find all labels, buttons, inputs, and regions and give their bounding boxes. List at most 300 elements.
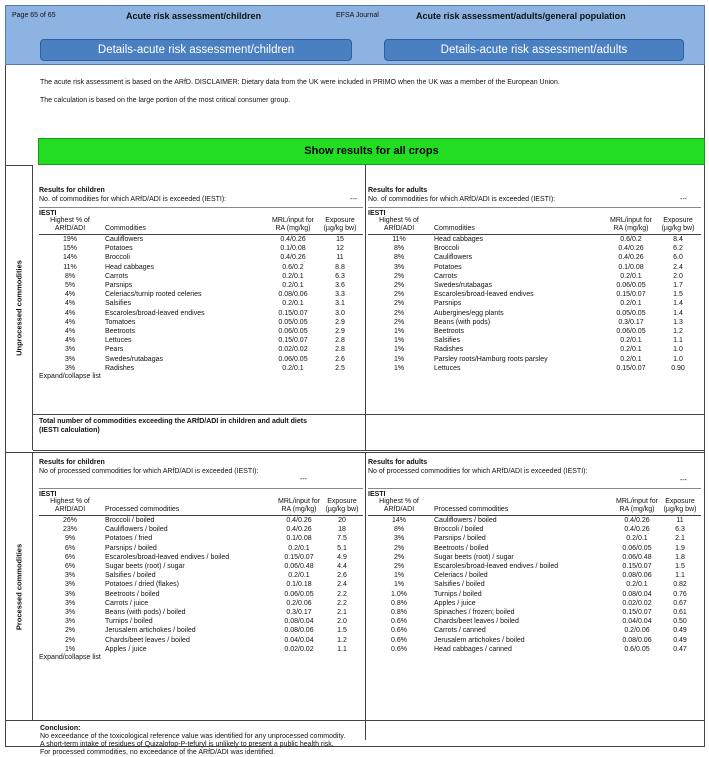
commodity-cell: Cauliflowers xyxy=(434,254,473,262)
mrl-cell: 0.6/0.2 xyxy=(282,263,304,271)
commodity-cell: Beans (with pods) / boiled xyxy=(105,609,186,617)
exposure-cell: 2.1 xyxy=(337,609,347,617)
exceed-count: --- xyxy=(350,196,357,203)
mrl-cell: 0.2/0.1 xyxy=(620,346,642,354)
mrl-cell: 0.15/0.07 xyxy=(278,337,308,345)
pct-cell: 4% xyxy=(64,318,76,326)
table-row xyxy=(39,299,363,308)
exposure-cell: 11 xyxy=(336,254,344,262)
exceed-label: No. of commodities for which ARfD/ADI is exceeded (IESTI): xyxy=(39,196,227,203)
table-row xyxy=(368,263,701,272)
unprocessed-adults-panel xyxy=(368,186,701,373)
table-row xyxy=(39,645,363,654)
pct-cell: 4% xyxy=(64,337,76,345)
mrl-cell: 0.4/0.26 xyxy=(624,526,650,534)
method-label: IESTI xyxy=(368,488,701,498)
pct-cell: 3% xyxy=(393,535,405,543)
exposure-cell: 0.50 xyxy=(673,618,687,626)
pct-cell: 1% xyxy=(393,337,405,345)
mrl-cell: 0.04/0.04 xyxy=(622,618,652,626)
col-exposure: Exposure (µg/kg bw) xyxy=(655,217,701,235)
pct-cell: 2% xyxy=(393,291,405,299)
exposure-cell: 18 xyxy=(338,526,346,534)
table-row xyxy=(368,525,701,534)
exposure-cell: 6.2 xyxy=(673,245,683,253)
commodity-cell: Pears xyxy=(105,346,124,354)
exposure-cell: 3.0 xyxy=(335,309,345,317)
exposure-cell: 2.0 xyxy=(337,618,347,626)
exposure-cell: 2.9 xyxy=(335,328,345,336)
commodity-cell: Potatoes xyxy=(105,245,133,253)
exposure-cell: 1.5 xyxy=(673,291,683,299)
exposure-cell: 2.5 xyxy=(335,364,345,372)
exposure-cell: 0.90 xyxy=(671,364,685,372)
table-row xyxy=(39,364,363,373)
col-mrl: MRL/input for RA (mg/kg) xyxy=(607,217,655,235)
mrl-cell: 0.2/0.1 xyxy=(282,364,304,372)
commodity-cell: Cauliflowers / boiled xyxy=(105,526,168,534)
table-row xyxy=(39,617,363,626)
exposure-cell: 3.6 xyxy=(335,282,345,290)
mrl-cell: 0.6/0.2 xyxy=(620,236,642,243)
exposure-cell: 5.1 xyxy=(337,544,347,552)
commodity-cell: Broccoli xyxy=(434,245,459,253)
commodity-cell: Tomatoes xyxy=(105,318,136,326)
exposure-cell: 2.8 xyxy=(335,337,345,345)
commodity-cell: Salsifies xyxy=(434,337,461,345)
table-row xyxy=(368,244,701,253)
table-row xyxy=(39,345,363,354)
conclusion xyxy=(40,725,345,757)
commodity-cell: Lettuces xyxy=(105,337,132,345)
commodity-cell: Apples / juice xyxy=(434,599,476,607)
pct-cell: 3% xyxy=(64,572,76,580)
pct-cell: 2% xyxy=(393,563,405,571)
journal-name: EFSA Journal xyxy=(336,12,379,19)
exposure-cell: 2.2 xyxy=(337,590,347,598)
table-row xyxy=(368,534,701,543)
title-children: Acute risk assessment/children xyxy=(126,11,262,21)
commodity-cell: Escaroles/broad-leaved endives xyxy=(105,309,205,317)
commodity-cell: Beetroots / boiled xyxy=(434,544,489,552)
details-children-button[interactable]: Details-acute risk assessment/children xyxy=(40,39,352,61)
col-mrl: MRL/input for RA (mg/kg) xyxy=(269,217,317,235)
commodity-cell: Parsnips / boiled xyxy=(105,544,157,552)
exposure-cell: 1.8 xyxy=(675,553,685,561)
commodity-cell: Spinaches / frozen; boiled xyxy=(434,609,515,617)
commodity-cell: Potatoes / fried xyxy=(105,535,153,543)
method-label: IESTI xyxy=(368,207,701,217)
mrl-cell: 0.08/0.06 xyxy=(622,572,652,580)
exposure-cell: 0.49 xyxy=(673,627,687,635)
commodity-cell: Parsnips / boiled xyxy=(434,535,486,543)
exposure-cell: 2.4 xyxy=(337,581,347,589)
commodity-cell: Potatoes / dried (flakes) xyxy=(105,581,179,589)
pct-cell: 8% xyxy=(393,245,405,253)
table-row xyxy=(368,626,701,635)
table-row xyxy=(368,290,701,299)
table-row xyxy=(368,235,701,245)
commodity-cell: Carrots xyxy=(434,272,457,280)
pct-cell: 3% xyxy=(64,609,76,617)
total-exceeding-label: Total number of commodities exceeding the ARfD/ADI in children and adult diets (IESTI calculation) xyxy=(39,418,307,434)
table-row xyxy=(39,636,363,645)
pct-cell: 4% xyxy=(64,328,76,336)
table-row xyxy=(368,571,701,580)
col-commodity: Commodities xyxy=(101,217,269,235)
mrl-cell: 0.15/0.07 xyxy=(622,609,652,617)
mrl-cell: 0.15/0.07 xyxy=(622,563,652,571)
table-row xyxy=(39,516,363,526)
table-row xyxy=(39,580,363,589)
exposure-cell: 0.49 xyxy=(673,636,687,644)
mrl-cell: 0.4/0.26 xyxy=(280,236,306,243)
pct-cell: 0.8% xyxy=(391,599,407,607)
pct-cell: 3% xyxy=(64,346,76,354)
show-all-crops-button[interactable]: Show results for all crops xyxy=(38,138,705,165)
table-row xyxy=(39,244,363,253)
commodity-cell: Escaroles/broad-leaved endives / boiled xyxy=(105,553,230,561)
table-row xyxy=(368,617,701,626)
pct-cell: 1% xyxy=(393,364,405,372)
pct-cell: 2% xyxy=(64,636,76,644)
page-number: Page 65 of 65 xyxy=(12,12,56,19)
pct-cell: 1% xyxy=(393,328,405,336)
mrl-cell: 0.2/0.1 xyxy=(626,581,648,589)
mrl-cell: 0.08/0.06 xyxy=(278,291,308,299)
exceed-label: No of processed commodities for which ARfD/ADI is exceeded (IESTI): xyxy=(39,468,259,475)
exposure-cell: 8.4 xyxy=(673,236,683,243)
commodity-cell: Radishes xyxy=(434,346,464,354)
mrl-cell: 0.02/0.02 xyxy=(278,346,308,354)
mrl-cell: 0.1/0.18 xyxy=(286,581,312,589)
mrl-cell: 0.04/0.04 xyxy=(284,636,314,644)
mrl-cell: 0.2/0.06 xyxy=(624,627,650,635)
pct-cell: 3% xyxy=(64,618,76,626)
pct-cell: 6% xyxy=(64,553,76,561)
exposure-cell: 0.67 xyxy=(673,599,687,607)
exposure-cell: 15 xyxy=(336,236,344,243)
exposure-cell: 2.6 xyxy=(335,355,345,363)
commodity-cell: Jerusalem artichokes / boiled xyxy=(434,636,525,644)
processed-children-table xyxy=(39,498,363,654)
exposure-cell: 1.0 xyxy=(673,355,683,363)
column-divider-unprocessed xyxy=(365,165,366,450)
exposure-cell: 7.5 xyxy=(337,535,347,543)
exposure-cell: 2.8 xyxy=(335,346,345,354)
column-divider-processed xyxy=(365,453,366,740)
pct-cell: 3% xyxy=(64,364,76,372)
table-row xyxy=(368,318,701,327)
col-exposure: Exposure (µg/kg bw) xyxy=(321,498,363,516)
pct-cell: 4% xyxy=(64,309,76,317)
mrl-cell: 0.08/0.06 xyxy=(622,636,652,644)
title-adults: Acute risk assessment/adults/general population xyxy=(416,11,626,21)
commodity-cell: Chards/beet leaves / boiled xyxy=(434,618,519,626)
exceed-label: No of processed commodities for which ARfD/ADI is exceeded (IESTI): xyxy=(368,468,588,475)
pct-cell: 2% xyxy=(393,544,405,552)
details-adults-button[interactable]: Details-acute risk assessment/adults xyxy=(384,39,684,61)
exposure-cell: 0.76 xyxy=(673,590,687,598)
conclusion-divider xyxy=(5,720,705,721)
exposure-cell: 6.3 xyxy=(335,272,345,280)
commodity-cell: Head cabbages / canned xyxy=(434,645,512,653)
mrl-cell: 0.2/0.06 xyxy=(286,599,312,607)
pct-cell: 8% xyxy=(64,272,76,280)
pct-cell: 8% xyxy=(393,526,405,534)
table-row xyxy=(368,272,701,281)
pct-cell: 8% xyxy=(393,254,405,262)
pct-cell: 9% xyxy=(64,535,76,543)
commodity-cell: Salsifies xyxy=(105,300,132,308)
table-row xyxy=(39,553,363,562)
mrl-cell: 0.08/0.04 xyxy=(622,590,652,598)
unprocessed-children-table xyxy=(39,217,363,373)
pct-cell: 1% xyxy=(393,581,405,589)
commodity-cell: Sugar beets (root) / sugar xyxy=(434,553,514,561)
pct-cell: 2% xyxy=(393,318,405,326)
commodity-cell: Sugar beets (root) / sugar xyxy=(105,563,185,571)
mrl-cell: 0.1/0.08 xyxy=(618,263,644,271)
pct-cell: 2% xyxy=(393,272,405,280)
table-row xyxy=(368,327,701,336)
exposure-cell: 2.4 xyxy=(673,263,683,271)
col-pct: Highest % of ARfD/ADI xyxy=(368,498,430,516)
pct-cell: 1.0% xyxy=(391,590,407,598)
table-row xyxy=(368,355,701,364)
commodity-cell: Chards/beet leaves / boiled xyxy=(105,636,190,644)
commodity-cell: Celeriacs / boiled xyxy=(434,572,488,580)
col-exposure: Exposure (µg/kg bw) xyxy=(659,498,701,516)
table-row xyxy=(39,571,363,580)
pct-cell: 2% xyxy=(64,627,76,635)
conclusion-line: A short-term intake of residues of Quizalofop-P-tefuryl is unlikely to present a public health risk. xyxy=(40,741,334,748)
mrl-cell: 0.2/0.1 xyxy=(282,282,304,290)
mrl-cell: 0.1/0.08 xyxy=(286,535,312,543)
table-row xyxy=(39,562,363,571)
pct-cell: 11% xyxy=(63,263,77,271)
table-row xyxy=(39,309,363,318)
table-row xyxy=(368,562,701,571)
exposure-cell: 1.2 xyxy=(673,328,683,336)
mrl-cell: 0.06/0.05 xyxy=(616,282,646,290)
panel-title: Results for children xyxy=(39,459,105,466)
exposure-cell: 3.1 xyxy=(335,300,345,308)
table-row xyxy=(368,364,701,373)
table-row xyxy=(368,608,701,617)
commodity-cell: Beans (with pods) xyxy=(434,318,491,326)
pct-cell: 19% xyxy=(62,236,77,243)
pct-cell: 14% xyxy=(62,254,77,262)
pct-cell: 0.8% xyxy=(391,609,407,617)
mrl-cell: 0.15/0.07 xyxy=(284,553,314,561)
pct-cell: 3% xyxy=(64,599,76,607)
exposure-cell: 1.1 xyxy=(337,645,347,653)
mrl-cell: 0.3/0.17 xyxy=(618,318,644,326)
unprocessed-adults-table xyxy=(368,217,701,373)
pct-cell: 0.6% xyxy=(391,618,407,626)
pct-cell: 3% xyxy=(64,590,76,598)
table-row xyxy=(39,608,363,617)
exceed-label: No. of commodities for which ARfD/ADI is exceeded (IESTI): xyxy=(368,196,556,203)
exposure-cell: 4.4 xyxy=(337,563,347,571)
exposure-cell: 8.8 xyxy=(335,263,345,271)
pct-cell: 2% xyxy=(393,553,405,561)
commodity-cell: Turnips / boiled xyxy=(105,618,153,626)
exposure-cell: 1.9 xyxy=(675,544,685,552)
exposure-cell: 1.3 xyxy=(673,318,683,326)
exposure-cell: 2.0 xyxy=(673,272,683,280)
mrl-cell: 0.06/0.05 xyxy=(616,328,646,336)
exposure-cell: 11 xyxy=(676,517,684,524)
disclaimer-text: The acute risk assessment is based on the ARfD. DISCLAIMER: Dietary data from the UK were included in PRIMO when the UK was a member of the European Union. xyxy=(40,79,560,86)
mrl-cell: 0.2/0.1 xyxy=(620,337,642,345)
exposure-cell: 0.61 xyxy=(673,609,687,617)
col-commodity: Commodities xyxy=(430,217,607,235)
panel-title: Results for adults xyxy=(368,187,428,194)
method-label: IESTI xyxy=(39,488,363,498)
pct-cell: 26% xyxy=(62,517,77,524)
exposure-cell: 0.47 xyxy=(673,645,687,653)
table-row xyxy=(39,534,363,543)
exposure-cell: 1.2 xyxy=(337,636,347,644)
processed-children-panel xyxy=(39,458,363,661)
commodity-cell: Cauliflowers / boiled xyxy=(434,517,497,524)
mrl-cell: 0.15/0.07 xyxy=(278,309,308,317)
commodity-cell: Salsifies / boiled xyxy=(434,581,485,589)
pct-cell: 6% xyxy=(64,544,76,552)
side-label-unprocessed: Unprocessed commodities xyxy=(5,165,33,450)
commodity-cell: Broccoli / boiled xyxy=(434,526,484,534)
table-row xyxy=(39,263,363,272)
mrl-cell: 0.2/0.1 xyxy=(288,572,310,580)
mrl-cell: 0.06/0.05 xyxy=(622,544,652,552)
total-divider xyxy=(33,414,705,415)
table-row xyxy=(368,599,701,608)
commodity-cell: Radishes xyxy=(105,364,135,372)
col-pct: Highest % of ARfD/ADI xyxy=(39,217,101,235)
table-row xyxy=(39,281,363,290)
table-row xyxy=(368,309,701,318)
mrl-cell: 0.2/0.1 xyxy=(282,300,304,308)
table-row xyxy=(368,580,701,589)
exposure-cell: 1.1 xyxy=(675,572,685,580)
commodity-cell: Swedes/rutabagas xyxy=(434,282,492,290)
pct-cell: 5% xyxy=(64,282,76,290)
table-row xyxy=(368,345,701,354)
calculation-note: The calculation is based on the large portion of the most critical consumer group. xyxy=(40,97,291,104)
commodity-cell: Head cabbages xyxy=(105,263,155,271)
exceed-count: --- xyxy=(680,196,687,203)
mrl-cell: 0.02/0.02 xyxy=(284,645,314,653)
table-row xyxy=(368,281,701,290)
commodity-cell: Cauliflowers xyxy=(105,236,144,243)
mrl-cell: 0.2/0.1 xyxy=(282,272,304,280)
commodity-cell: Broccoli xyxy=(105,254,130,262)
pct-cell: 2% xyxy=(393,309,405,317)
mrl-cell: 0.06/0.05 xyxy=(284,590,314,598)
mrl-cell: 0.15/0.07 xyxy=(616,291,646,299)
pct-cell: 0.6% xyxy=(391,627,407,635)
mrl-cell: 0.4/0.26 xyxy=(618,254,644,262)
commodity-cell: Escaroles/broad-leaved endives xyxy=(434,291,534,299)
table-row xyxy=(39,272,363,281)
processed-children-exceed-count: --- xyxy=(300,476,307,483)
col-processed-commodity: Processed commodities xyxy=(430,498,615,516)
mrl-cell: 0.08/0.04 xyxy=(284,618,314,626)
table-row xyxy=(368,645,701,654)
mrl-cell: 0.08/0.06 xyxy=(284,627,314,635)
table-row xyxy=(368,253,701,262)
commodity-cell: Lettuces xyxy=(434,364,461,372)
unprocessed-children-panel xyxy=(39,186,363,380)
mrl-cell: 0.2/0.1 xyxy=(620,355,642,363)
conclusion-title: Conclusion: xyxy=(40,725,81,732)
expand-collapse-link[interactable]: Expand/collapse list xyxy=(39,373,101,381)
commodity-cell: Escaroles/broad-leaved endives / boiled xyxy=(434,563,559,571)
exposure-cell: 3.3 xyxy=(335,291,345,299)
table-row xyxy=(39,235,363,245)
exposure-cell: 1.5 xyxy=(337,627,347,635)
section-divider xyxy=(33,450,705,451)
exposure-cell: 2.6 xyxy=(337,572,347,580)
commodity-cell: Parsnips xyxy=(434,300,462,308)
mrl-cell: 0.15/0.07 xyxy=(616,364,646,372)
mrl-cell: 0.4/0.26 xyxy=(280,254,306,262)
processed-adults-table xyxy=(368,498,701,654)
panel-title: Results for children xyxy=(39,187,105,194)
mrl-cell: 0.4/0.26 xyxy=(286,526,312,534)
commodity-cell: Apples / juice xyxy=(105,645,147,653)
table-row xyxy=(39,590,363,599)
mrl-cell: 0.06/0.05 xyxy=(278,355,308,363)
mrl-cell: 0.06/0.05 xyxy=(278,328,308,336)
pct-cell: 3% xyxy=(64,355,76,363)
pct-cell: 11% xyxy=(392,236,406,243)
mrl-cell: 0.4/0.26 xyxy=(618,245,644,253)
commodity-cell: Parsley roots/Hamburg roots parsley xyxy=(434,355,548,363)
expand-collapse-link[interactable]: Expand/collapse list xyxy=(39,654,101,662)
table-row xyxy=(39,290,363,299)
pct-cell: 1% xyxy=(393,346,405,354)
col-pct: Highest % of ARfD/ADI xyxy=(368,217,430,235)
exposure-cell: 2.2 xyxy=(337,599,347,607)
table-row xyxy=(39,336,363,345)
commodity-cell: Carrots / juice xyxy=(105,599,149,607)
pct-cell: 23% xyxy=(62,526,77,534)
exposure-cell: 1.1 xyxy=(673,337,683,345)
mrl-cell: 0.2/0.1 xyxy=(288,544,310,552)
mrl-cell: 0.4/0.26 xyxy=(286,517,312,524)
exposure-cell: 20 xyxy=(338,517,346,524)
commodity-cell: Carrots xyxy=(105,272,128,280)
commodity-cell: Aubergines/egg plants xyxy=(434,309,504,317)
commodity-cell: Head cabbages xyxy=(434,236,484,243)
table-row xyxy=(368,299,701,308)
pct-cell: 2% xyxy=(393,300,405,308)
commodity-cell: Beetroots / boiled xyxy=(105,590,160,598)
table-row xyxy=(39,599,363,608)
table-row xyxy=(39,525,363,534)
commodity-cell: Jerusalem artichokes / boiled xyxy=(105,627,196,635)
exposure-cell: 0.82 xyxy=(673,581,687,589)
section-divider-2 xyxy=(33,452,705,453)
commodity-cell: Salsifies / boiled xyxy=(105,572,156,580)
pct-cell: 0.6% xyxy=(391,645,407,653)
exposure-cell: 1.0 xyxy=(673,346,683,354)
col-exposure: Exposure (µg/kg bw) xyxy=(317,217,363,235)
exposure-cell: 1.4 xyxy=(673,300,683,308)
